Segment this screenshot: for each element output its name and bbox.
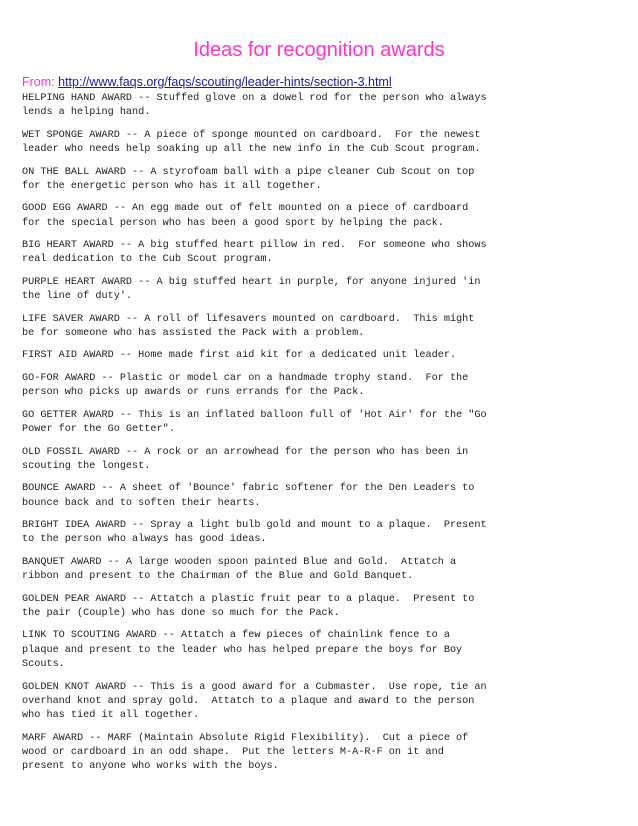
award-text-line: to the person who always has good ideas. — [22, 534, 267, 546]
award-entry — [22, 92, 622, 121]
award-text-line: BIG HEART AWARD -- A big stuffed heart pillow in red. For someone who shows — [22, 240, 487, 252]
source-label: From: — [22, 75, 55, 89]
award-entry — [22, 446, 622, 475]
award-entry — [22, 556, 622, 585]
award-text-line: present to anyone who works with the boys. — [22, 761, 279, 773]
award-entry — [22, 349, 622, 363]
award-text-line: OLD FOSSIL AWARD -- A rock or an arrowhead for the person who has been in — [22, 446, 469, 458]
award-entry — [22, 482, 622, 511]
award-text-line: bounce back and to soften their hearts. — [22, 497, 261, 509]
award-entry — [22, 129, 622, 158]
award-text-line: BANQUET AWARD -- A large wooden spoon painted Blue and Gold. Attatch a — [22, 556, 457, 568]
award-entry — [22, 732, 622, 775]
award-text-line: WET SPONGE AWARD -- A piece of sponge mounted on cardboard. For the newest — [22, 129, 481, 141]
award-text-line: for the special person who has been a good sport by helping the pack. — [22, 217, 444, 229]
award-text-line: LINK TO SCOUTING AWARD -- Attatch a few pieces of chainlink fence to a — [22, 630, 450, 642]
award-text-line: lends a helping hand. — [22, 107, 151, 119]
award-text-line: overhand knot and spray gold. Attatch to a plaque and award to the person — [22, 695, 475, 707]
award-text-line: GO GETTER AWARD -- This is an inflated balloon full of 'Hot Air' for the "Go — [22, 409, 487, 421]
award-text-line: PURPLE HEART AWARD -- A big stuffed heart in purple, for anyone injured 'in — [22, 276, 481, 288]
award-entry — [22, 313, 622, 342]
award-text-line: Scouts. — [22, 659, 65, 671]
award-text-line: FIRST AID AWARD -- Home made first aid kit for a dedicated unit leader. — [22, 350, 457, 362]
award-text-line: BRIGHT IDEA AWARD -- Spray a light bulb gold and mount to a plaque. Present — [22, 520, 487, 532]
award-text-line: LIFE SAVER AWARD -- A roll of lifesavers mounted on cardboard. This might — [22, 313, 475, 325]
award-text-line: ON THE BALL AWARD -- A styrofoam ball with a pipe cleaner Cub Scout on top — [22, 166, 475, 178]
award-text-line: for the energetic person who has it all together. — [22, 180, 322, 192]
award-text-line: HELPING HAND AWARD -- Stuffed glove on a dowel rod for the person who always — [22, 93, 487, 104]
award-text-line: plaque and present to the leader who has helped prepare the boys for Boy — [22, 644, 463, 656]
award-text-line: real dedication to the Cub Scout program. — [22, 254, 273, 266]
award-entry — [22, 409, 622, 438]
award-entry — [22, 372, 622, 401]
award-text-line: who has tied it all together. — [22, 710, 200, 722]
awards-list — [22, 92, 622, 783]
award-entry — [22, 593, 622, 622]
award-entry — [22, 239, 622, 268]
award-entry — [22, 202, 622, 231]
award-text-line: GOLDEN PEAR AWARD -- Attatch a plastic fruit pear to a plaque. Present to — [22, 593, 475, 605]
award-text-line: GO-FOR AWARD -- Plastic or model car on a handmade trophy stand. For the — [22, 372, 469, 384]
award-text-line: scouting the longest. — [22, 460, 151, 472]
award-entry — [22, 166, 622, 195]
award-entry — [22, 519, 622, 548]
award-text-line: MARF AWARD -- MARF (Maintain Absolute Rigid Flexibility). Cut a piece of — [22, 732, 469, 744]
award-text-line: leader who needs help soaking up all the new info in the Cub Scout program. — [22, 144, 481, 156]
award-text-line: GOLDEN KNOT AWARD -- This is a good award for a Cubmaster. Use rope, tie an — [22, 681, 487, 693]
award-text-line: person who picks up awards or runs errands for the Pack. — [22, 387, 365, 399]
award-text-line: be for someone who has assisted the Pack with a problem. — [22, 327, 365, 339]
award-text-line: wood or cardboard in an odd shape. Put the letters M-A-R-F on it and — [22, 746, 444, 758]
page-title: Ideas for recognition awards — [193, 39, 445, 61]
award-entry — [22, 681, 622, 724]
award-entry — [22, 276, 622, 305]
award-entry — [22, 629, 622, 672]
award-text-line: GOOD EGG AWARD -- An egg made out of felt mounted on a piece of cardboard — [22, 203, 469, 215]
award-text-line: the pair (Couple) who has done so much for the Pack. — [22, 607, 340, 619]
award-text-line: the line of duty'. — [22, 291, 133, 303]
award-text-line: Power for the Go Getter". — [22, 424, 175, 436]
source-line — [22, 74, 622, 90]
source-link[interactable]: http://www.faqs.org/faqs/scouting/leader-hints/section-3.html — [58, 75, 392, 89]
award-text-line: BOUNCE AWARD -- A sheet of 'Bounce' fabric softener for the Den Leaders to — [22, 483, 475, 495]
award-text-line: ribbon and present to the Chairman of the Blue and Gold Banquet. — [22, 571, 414, 583]
